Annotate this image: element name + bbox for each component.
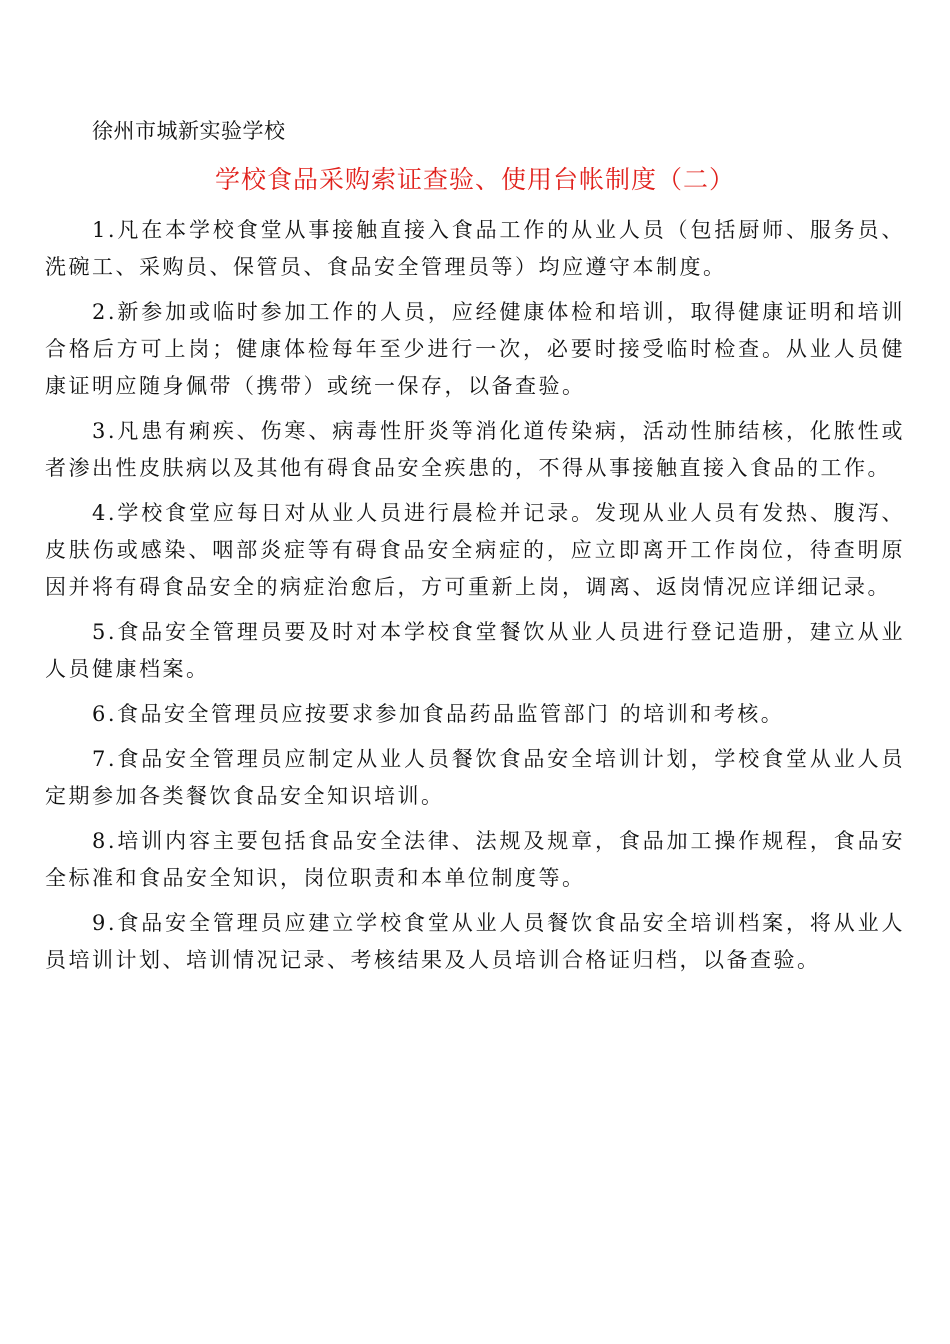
paragraph-1: 1.凡在本学校食堂从事接触直接入食品工作的从业人员（包括厨师、服务员、洗碗工、采购员、保管员、食品安全管理员等）均应遵守本制度。 xyxy=(45,218,905,279)
paragraph-7: 7.食品安全管理员应制定从业人员餐饮食品安全培训计划，学校食堂从业人员定期参加各类餐饮食品安全知识培训。 xyxy=(45,747,905,808)
paragraph-5: 5.食品安全管理员要及时对本学校食堂餐饮从业人员进行登记造册，建立从业人员健康档案。 xyxy=(45,620,905,681)
school-name: 徐州市城新实验学校 xyxy=(92,119,286,143)
paragraph-4: 4.学校食堂应每日对从业人员进行晨检并记录。发现从业人员有发热、腹泻、皮肤伤或感染、咽部炎症等有碍食品安全病症的，应立即离开工作岗位，待查明原因并将有碍食品安全的病症治愈后，方可重新上岗，调离、返岗情况应详细记录。 xyxy=(45,501,905,599)
paragraph-2: 2.新参加或临时参加工作的人员，应经健康体检和培训，取得健康证明和培训合格后方可上岗；健康体检每年至少进行一次，必要时接受临时检查。从业人员健康证明应随身佩带（携带）或统一保存，以备查验。 xyxy=(45,300,905,398)
paragraph-8: 8.培训内容主要包括食品安全法律、法规及规章，食品加工操作规程，食品安全标准和食品安全知识，岗位职责和本单位制度等。 xyxy=(45,829,905,890)
document-title: 学校食品采购索证查验、使用台帐制度（二） xyxy=(214,165,735,194)
paragraph-9: 9.食品安全管理员应建立学校食堂从业人员餐饮食品安全培训档案，将从业人员培训计划、培训情况记录、考核结果及人员培训合格证归档，以备查验。 xyxy=(45,911,905,972)
paragraph-3: 3.凡患有痢疾、伤寒、病毒性肝炎等消化道传染病，活动性肺结核，化脓性或者渗出性皮肤病以及其他有碍食品安全疾患的，不得从事接触直接入食品的工作。 xyxy=(45,419,905,480)
paragraph-6: 6.食品安全管理员应按要求参加食品药品监管部门 的培训和考核。 xyxy=(92,702,785,726)
document-body xyxy=(45,212,905,987)
